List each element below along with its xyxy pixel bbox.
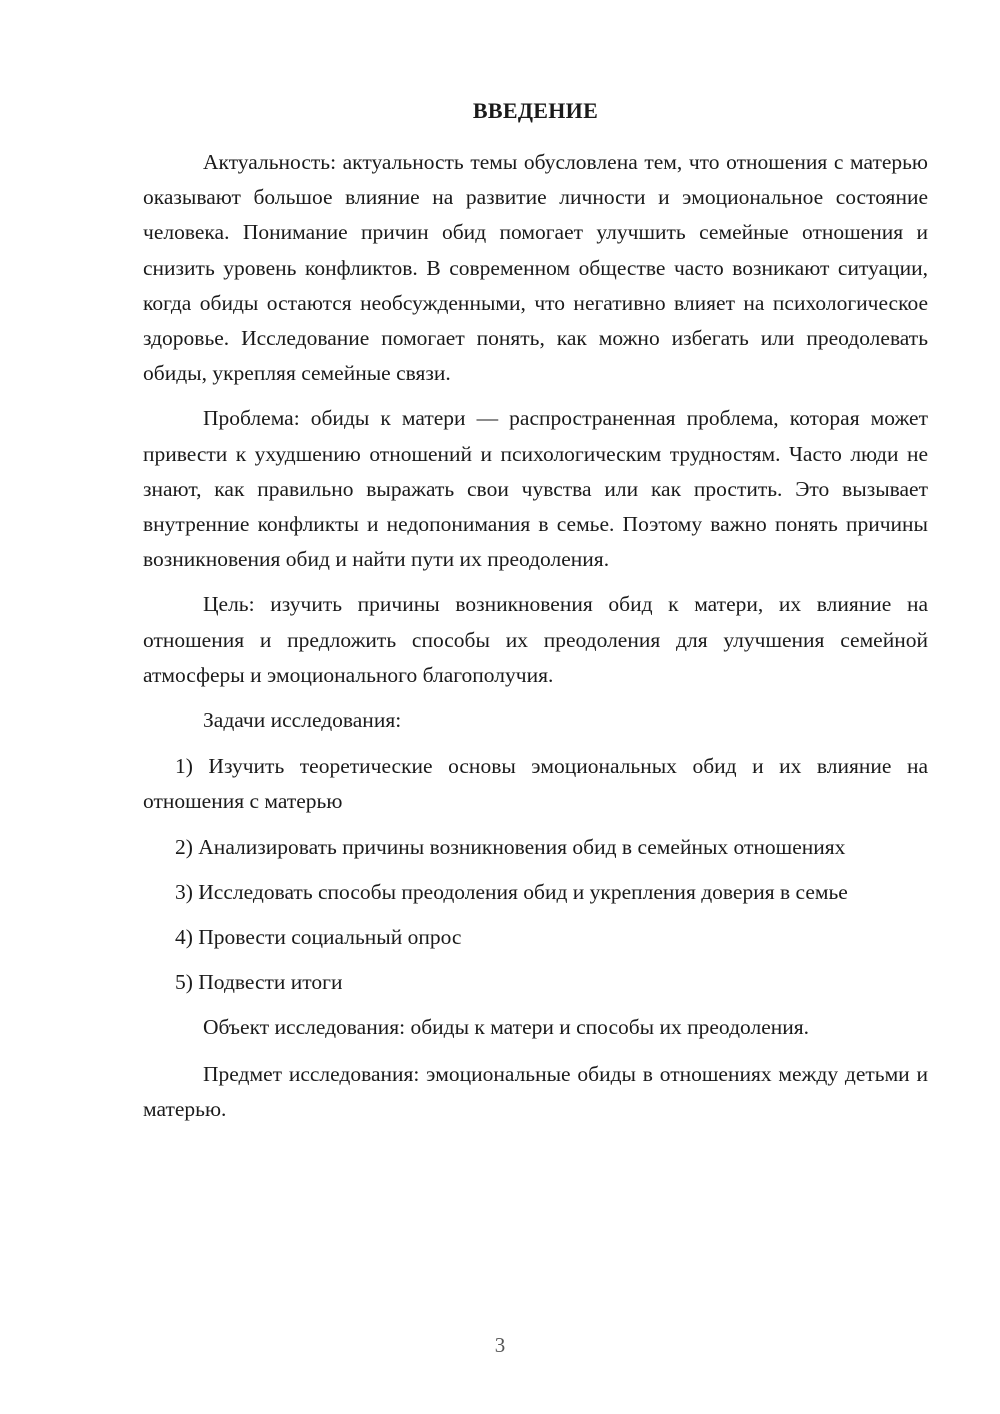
problem-paragraph: Проблема: обиды к матери — распространенная проблема, которая может привести к ухудшению отношений и психологическим трудностям. Часто люди не знают, как правильно выражать свои чувства или как простить. Это вызывает внутренние конфликты и недопонимания в семье. Поэтому важно понять причины возникновения обид и найти пути их преодоления. [143,406,928,572]
relevance-paragraph: Актуальность: актуальность темы обусловлена тем, что отношения с матерью оказывают большое влияние на развитие личности и эмоциональное состояние человека. Понимание причин обид помогает улучшить семейные отношения и снизить уровень конфликтов. В современном обществе часто возникают ситуации, когда обиды остаются необсужденными, что негативно влияет на психологическое здоровье. Исследование помогает понять, как можно избегать или преодолевать обиды, укрепляя семейные связи. [143,150,928,386]
section-title: ВВЕДЕНИЕ [472,98,599,123]
task-item-2: 2) Анализировать причины возникновения обид в семейных отношениях [175,834,846,859]
page-number: 3 [494,1333,506,1357]
task-item-3: 3) Исследовать способы преодоления обид и укрепления доверия в семье [175,879,848,904]
document-page [143,97,928,1137]
research-object-paragraph: Объект исследования: обиды к матери и способы их преодоления. [203,1015,810,1040]
task-item-5: 5) Подвести итоги [175,970,343,995]
goal-paragraph: Цель: изучить причины возникновения обид к матери, их влияние на отношения и предложить способы их преодоления для улучшения семейной атмосферы и эмоционального благополучия. [143,592,928,687]
task-item-4: 4) Провести социальный опрос [175,925,462,950]
research-subject-paragraph: Предмет исследования: эмоциональные обиды в отношениях между детьми и матерью. [143,1061,928,1121]
tasks-heading: Задачи исследования: [203,708,402,733]
task-item-1: 1) Изучить теоретические основы эмоциональных обид и их влияние на отношения с матерью [143,754,928,814]
